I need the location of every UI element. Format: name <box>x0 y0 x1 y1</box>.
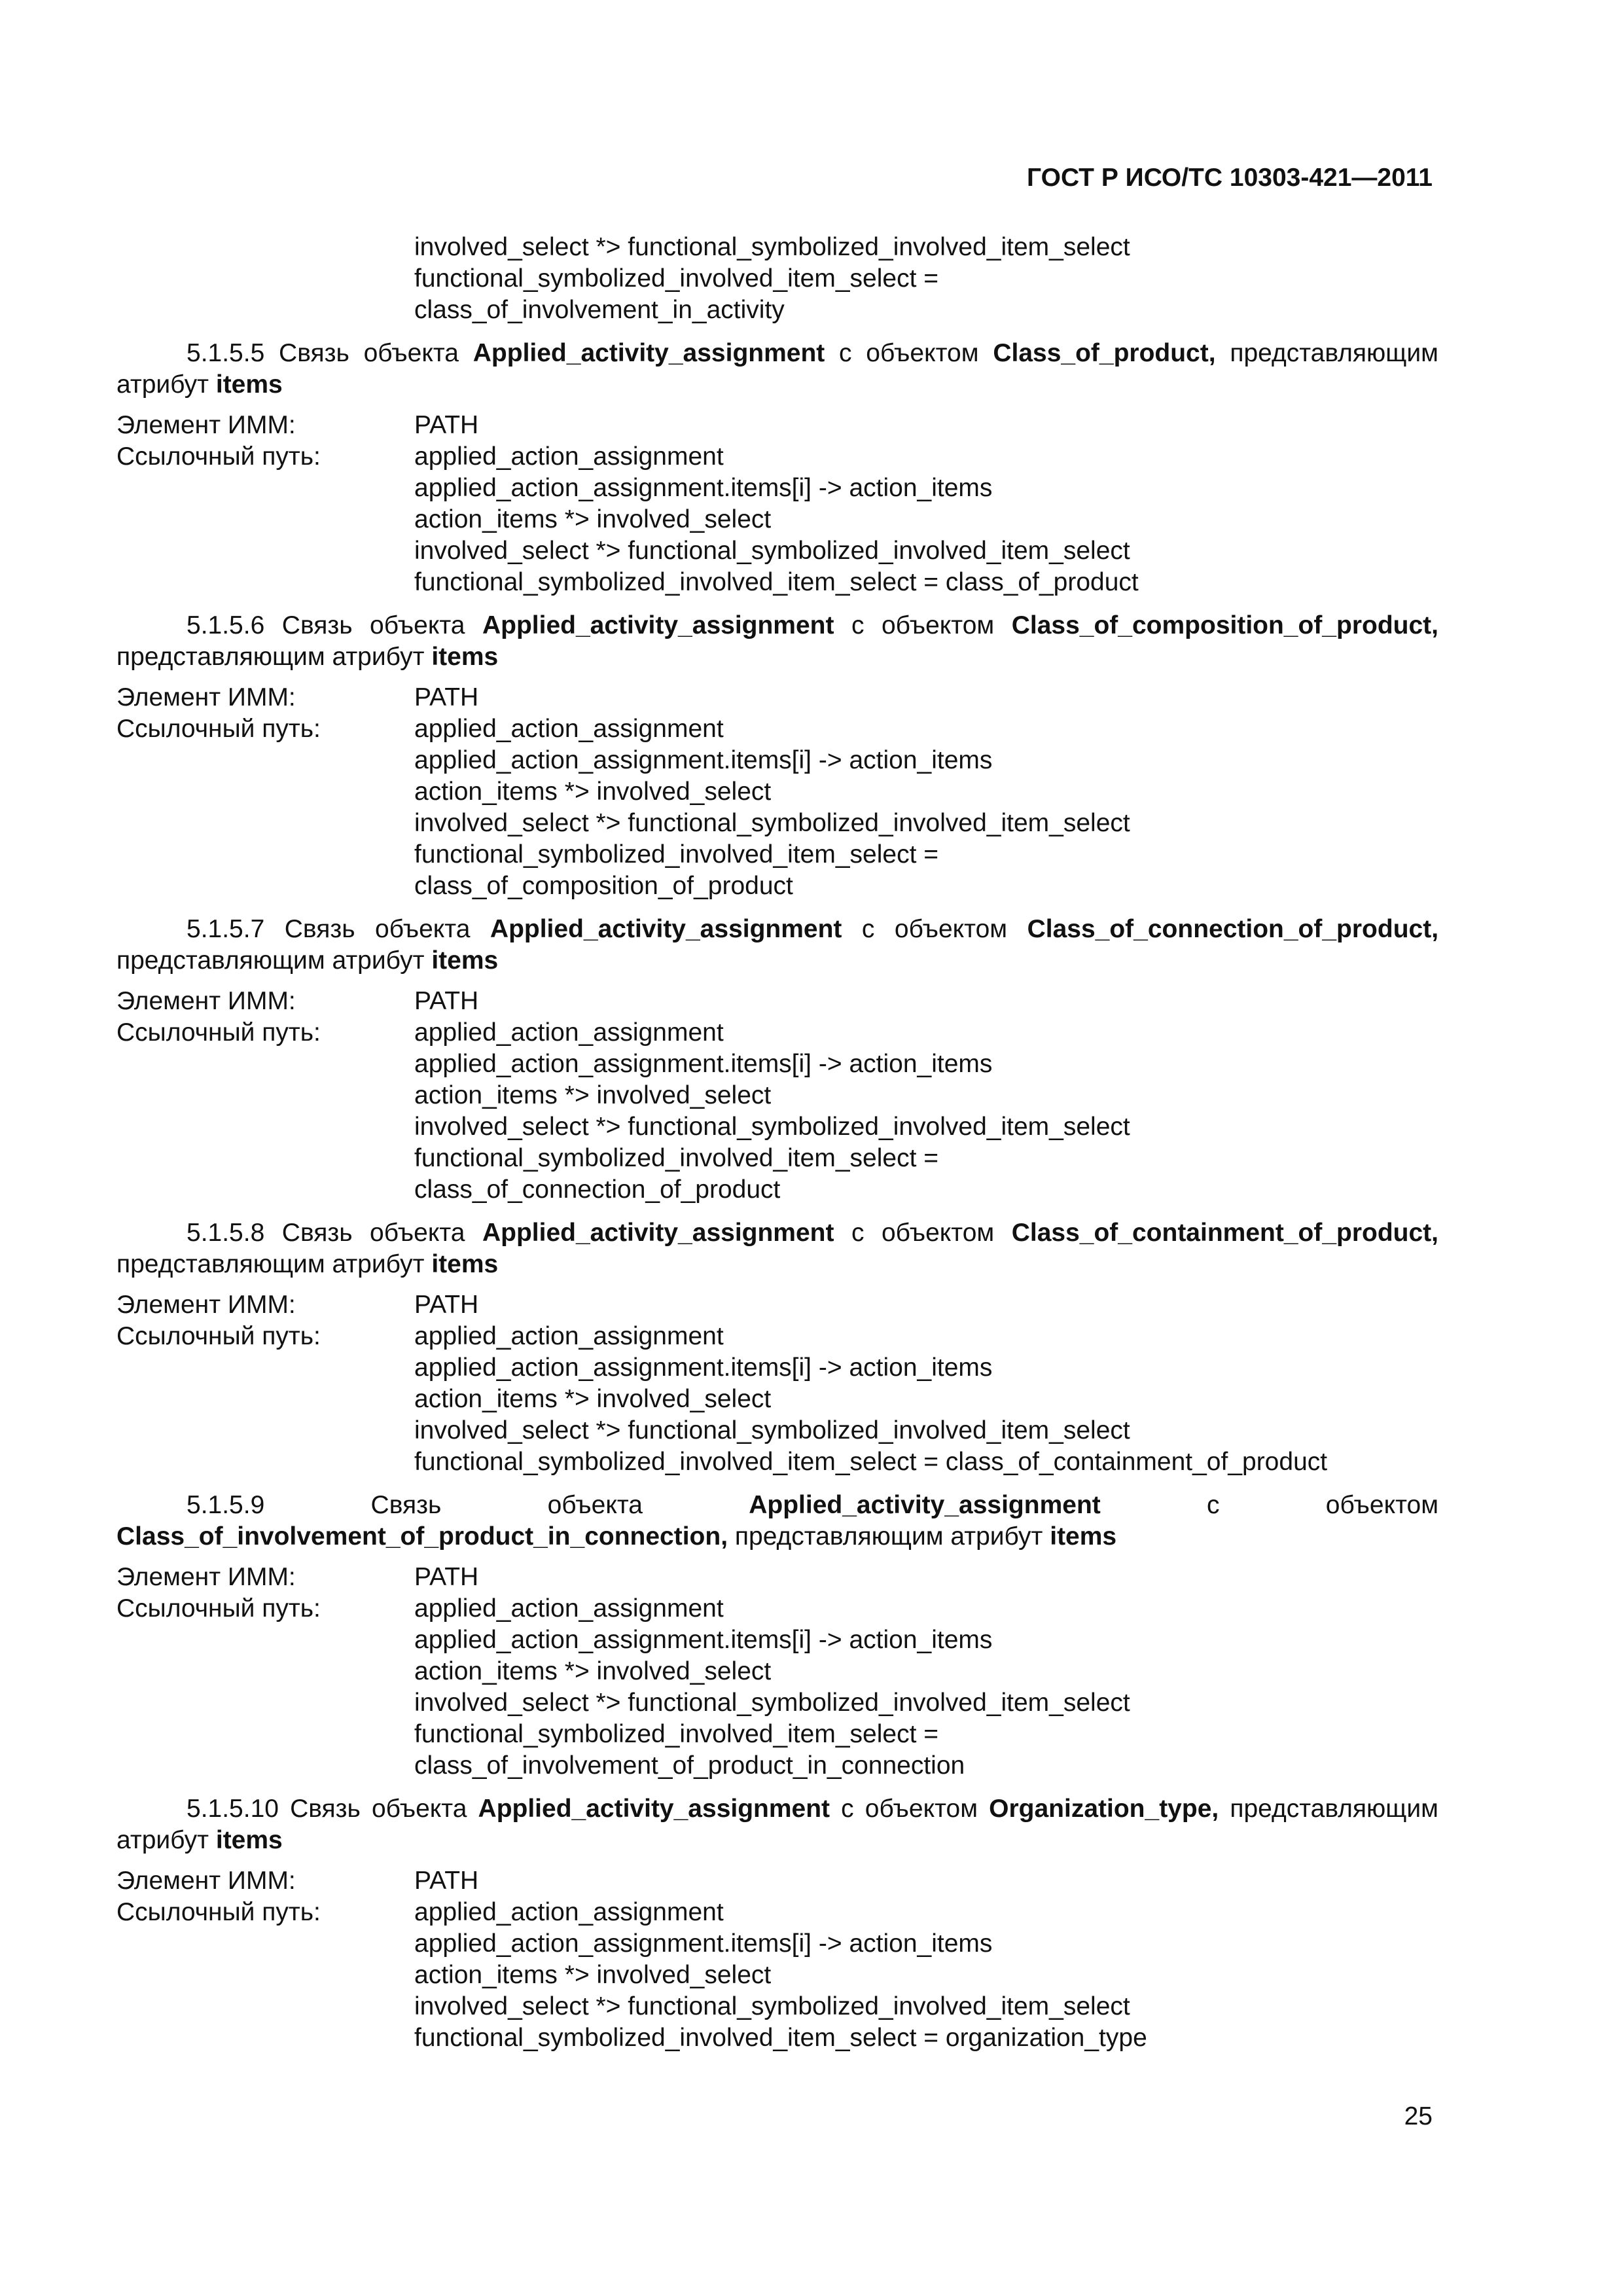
element-label: Элемент ИММ: <box>116 683 296 711</box>
element-row <box>116 1865 1438 1897</box>
heading-text: представляющим атрибут <box>116 1795 1438 1854</box>
heading-text: с объектом <box>841 1795 978 1823</box>
element-label: Элемент ИММ: <box>116 1563 296 1591</box>
mapping-section <box>116 1490 1438 1782</box>
path-line: applied_action_assignment <box>414 1898 724 1926</box>
ref-path-row <box>116 1017 1438 1049</box>
ref-path-label: Ссылочный путь: <box>116 442 321 471</box>
section-heading <box>116 1490 1438 1552</box>
path-line: action_items *> involved_select <box>414 778 772 806</box>
source-entity: Applied_activity_assignment <box>478 1795 830 1823</box>
path-line: involved_select *> functional_symbolized_involved_item_select <box>414 809 1130 837</box>
path-line: involved_select *> functional_symbolized_involved_item_select <box>414 1992 1130 2020</box>
target-entity: Class_of_product, <box>993 339 1216 367</box>
path-line: applied_action_assignment <box>414 1322 724 1350</box>
heading-text: Связь объекта <box>370 1491 643 1519</box>
section-heading <box>116 1793 1438 1856</box>
path-line: functional_symbolized_involved_item_select = class_of_product <box>414 568 1139 596</box>
path-line: functional_symbolized_involved_item_select = <box>414 1720 939 1748</box>
heading-text: с объектом <box>851 611 995 639</box>
intro-path-lines <box>116 232 1438 326</box>
element-label: Элемент ИММ: <box>116 987 296 1015</box>
section-number: 5.1.5.8 <box>187 1219 265 1247</box>
mapping-section <box>116 610 1438 902</box>
path-line: applied_action_assignment.items[i] -> action_items <box>414 1050 993 1078</box>
path-line: applied_action_assignment.items[i] -> action_items <box>414 746 993 774</box>
section-number: 5.1.5.6 <box>187 611 265 639</box>
ref-path-row <box>116 441 1438 473</box>
path-line: involved_select *> functional_symbolized_involved_item_select <box>414 537 1130 565</box>
heading-text: представляющим атрибут <box>734 1522 1043 1551</box>
element-row <box>116 410 1438 441</box>
source-entity: Applied_activity_assignment <box>749 1491 1101 1519</box>
path-line: involved_select *> functional_symbolized_involved_item_select <box>414 1113 1130 1141</box>
element-value: PATH <box>414 1867 479 1895</box>
path-line: applied_action_assignment.items[i] -> action_items <box>414 1354 993 1382</box>
attribute-name: items <box>431 1250 499 1278</box>
ref-path-label: Ссылочный путь: <box>116 1018 321 1047</box>
path-line: class_of_involvement_of_product_in_connection <box>414 1751 965 1780</box>
attribute-name: items <box>431 946 499 975</box>
section-number: 5.1.5.7 <box>187 915 265 943</box>
element-row <box>116 1562 1438 1593</box>
path-line: class_of_connection_of_product <box>414 1175 781 1204</box>
document-body <box>116 232 1438 2054</box>
element-label: Элемент ИММ: <box>116 411 296 439</box>
element-value: PATH <box>414 1563 479 1591</box>
heading-text: Связь объекта <box>284 915 471 943</box>
source-entity: Applied_activity_assignment <box>490 915 842 943</box>
source-entity: Applied_activity_assignment <box>482 611 834 639</box>
path-line: action_items *> involved_select <box>414 1385 772 1413</box>
element-value: PATH <box>414 411 479 439</box>
ref-path-row <box>116 1897 1438 1928</box>
heading-text: представляющим атрибут <box>116 946 425 975</box>
attribute-name: items <box>1050 1522 1117 1551</box>
element-label: Элемент ИММ: <box>116 1867 296 1895</box>
path-line: applied_action_assignment.items[i] -> action_items <box>414 1929 993 1958</box>
heading-text: Связь объекта <box>279 339 459 367</box>
mapping-section <box>116 1217 1438 1478</box>
path-line: functional_symbolized_involved_item_select = <box>414 264 939 293</box>
path-line: applied_action_assignment <box>414 1018 724 1047</box>
element-row <box>116 682 1438 713</box>
attribute-name: items <box>215 1826 283 1854</box>
path-line: applied_action_assignment <box>414 715 724 743</box>
ref-path-row <box>116 713 1438 745</box>
attribute-name: items <box>215 370 283 399</box>
path-line: involved_select *> functional_symbolized_involved_item_select <box>414 1689 1130 1717</box>
path-line: involved_select *> functional_symbolized_involved_item_select <box>414 1416 1130 1444</box>
heading-text: представляющим атрибут <box>116 1250 425 1278</box>
path-line: functional_symbolized_involved_item_select = organization_type <box>414 2024 1147 2052</box>
heading-text: представляющим атрибут <box>116 643 425 671</box>
ref-path-label: Ссылочный путь: <box>116 1898 321 1926</box>
heading-text: с объектом <box>839 339 979 367</box>
path-line: action_items *> involved_select <box>414 1657 772 1685</box>
heading-text: Связь объекта <box>281 611 465 639</box>
element-label: Элемент ИММ: <box>116 1291 296 1319</box>
section-number: 5.1.5.5 <box>187 339 265 367</box>
heading-text: Связь объекта <box>290 1795 467 1823</box>
target-entity: Class_of_containment_of_product, <box>1011 1219 1438 1247</box>
section-number: 5.1.5.9 <box>187 1491 265 1519</box>
document-header-title: ГОСТ Р ИСО/ТС 10303-421—2011 <box>1027 164 1433 192</box>
path-line: class_of_involvement_in_activity <box>414 296 785 324</box>
section-heading <box>116 610 1438 673</box>
source-entity: Applied_activity_assignment <box>482 1219 834 1247</box>
ref-path-label: Ссылочный путь: <box>116 1322 321 1350</box>
target-entity: Class_of_connection_of_product, <box>1027 915 1439 943</box>
target-entity: Organization_type, <box>989 1795 1219 1823</box>
path-line: action_items *> involved_select <box>414 1081 772 1109</box>
section-heading <box>116 1217 1438 1280</box>
page-number: 25 <box>1404 2102 1433 2130</box>
path-line: class_of_composition_of_product <box>414 872 793 900</box>
path-line: applied_action_assignment <box>414 442 724 471</box>
heading-text: Связь объекта <box>281 1219 465 1247</box>
path-line: applied_action_assignment.items[i] -> action_items <box>414 1626 993 1654</box>
ref-path-label: Ссылочный путь: <box>116 715 321 743</box>
mapping-section <box>116 338 1438 598</box>
mapping-section <box>116 914 1438 1206</box>
section-heading <box>116 338 1438 401</box>
path-line: functional_symbolized_involved_item_select = <box>414 1144 939 1172</box>
element-value: PATH <box>414 987 479 1015</box>
attribute-name: items <box>431 643 499 671</box>
ref-path-label: Ссылочный путь: <box>116 1594 321 1623</box>
target-entity: Class_of_composition_of_product, <box>1011 611 1438 639</box>
element-value: PATH <box>414 1291 479 1319</box>
heading-text: с объектом <box>851 1219 995 1247</box>
path-line: action_items *> involved_select <box>414 505 772 533</box>
path-line: involved_select *> functional_symbolized_involved_item_select <box>414 233 1130 261</box>
element-row <box>116 986 1438 1017</box>
path-line: functional_symbolized_involved_item_select = class_of_containment_of_product <box>414 1448 1328 1476</box>
source-entity: Applied_activity_assignment <box>473 339 825 367</box>
heading-text: с объектом <box>861 915 1008 943</box>
mapping-section <box>116 1793 1438 2054</box>
path-line: applied_action_assignment.items[i] -> action_items <box>414 474 993 502</box>
heading-text: с объектом <box>1207 1491 1439 1519</box>
heading-text: представляющим атрибут <box>116 339 1438 399</box>
section-number: 5.1.5.10 <box>187 1795 279 1823</box>
mapping-sections <box>116 338 1438 2054</box>
section-heading <box>116 914 1438 977</box>
ref-path-row <box>116 1321 1438 1352</box>
path-line: functional_symbolized_involved_item_select = <box>414 840 939 869</box>
element-row <box>116 1289 1438 1321</box>
path-line: action_items *> involved_select <box>414 1961 772 1989</box>
target-entity: Class_of_involvement_of_product_in_connection, <box>116 1522 728 1551</box>
element-value: PATH <box>414 683 479 711</box>
ref-path-row <box>116 1593 1438 1624</box>
path-line: applied_action_assignment <box>414 1594 724 1623</box>
